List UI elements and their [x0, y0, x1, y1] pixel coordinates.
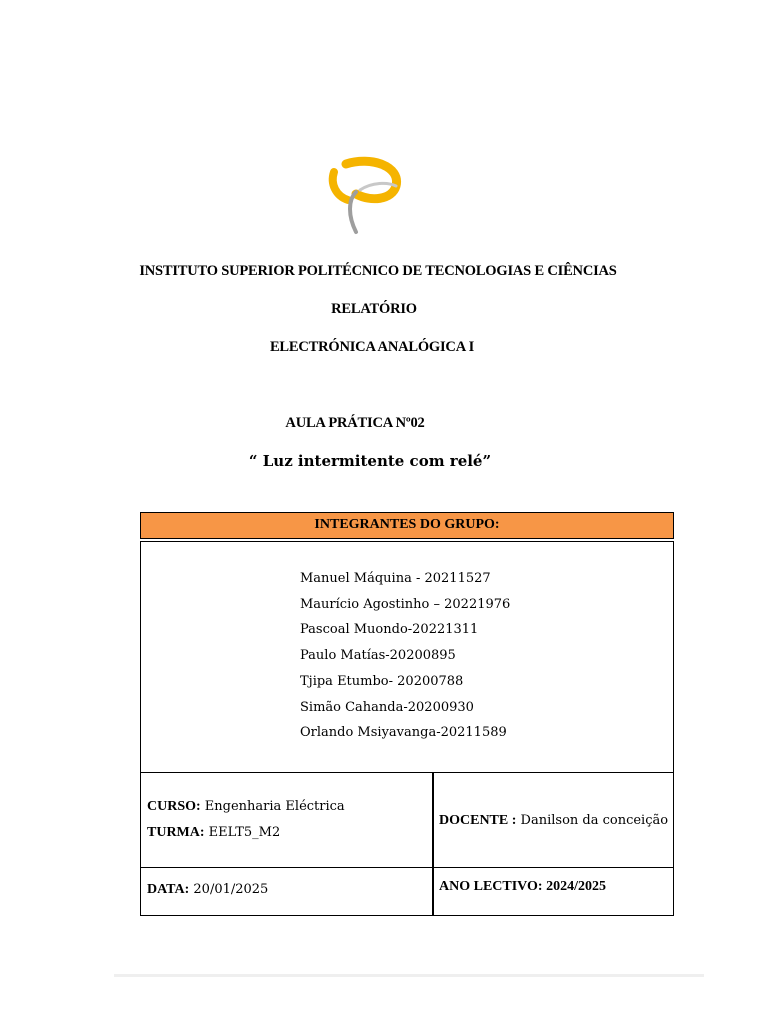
group-members-list — [300, 566, 510, 746]
course-value: Engenharia Eléctrica — [200, 799, 345, 814]
member-item: Tjipa Etumbo- 20200788 — [300, 673, 464, 689]
class-line — [147, 821, 280, 841]
date-line — [147, 878, 268, 898]
page-divider — [114, 974, 704, 977]
course-label: CURSO: — [147, 799, 201, 814]
member-item: Orlando Msiyavanga-20211589 — [300, 725, 507, 741]
course-line — [147, 795, 345, 815]
member-item: Pascoal Muondo-20221311 — [300, 622, 479, 638]
teacher-cell — [432, 772, 674, 868]
date-label: DATA: — [147, 882, 190, 897]
subject-name: ELECTRÓNICA ANALÓGICA I — [269, 339, 475, 355]
group-info-table — [139, 510, 676, 917]
group-members-heading: INTEGRANTES DO GRUPO: — [140, 512, 674, 539]
group-members-cell — [140, 541, 674, 773]
member-item: Manuel Máquina - 20211527 — [300, 571, 491, 586]
teacher-line — [439, 809, 668, 829]
date-cell — [140, 867, 434, 916]
member-item: Paulo Matías-20200895 — [300, 648, 456, 664]
academic-year-cell — [432, 867, 674, 916]
academic-year: ANO LECTIVO: 2024/2025 — [439, 879, 606, 894]
report-title: “ Luz intermitente com relé” — [248, 452, 492, 470]
date-value: 20/01/2025 — [189, 882, 269, 897]
member-item: Maurício Agostinho – 20221976 — [300, 596, 511, 612]
institution-name: INSTITUTO SUPERIOR POLITÉCNICO DE TECNOLOGIAS E CIÊNCIAS — [139, 263, 617, 279]
member-item: Simão Cahanda-20200930 — [300, 699, 474, 715]
document-type: RELATÓRIO — [331, 301, 417, 317]
teacher-label: DOCENTE : — [439, 813, 517, 828]
class-value: EELT5_M2 — [204, 825, 281, 840]
teacher-value: Danilson da conceição — [516, 813, 669, 828]
course-cell — [140, 772, 434, 868]
class-label: TURMA: — [147, 825, 205, 840]
institution-logo — [326, 156, 402, 236]
lesson-number: AULA PRÁTICA Nº02 — [285, 415, 425, 431]
